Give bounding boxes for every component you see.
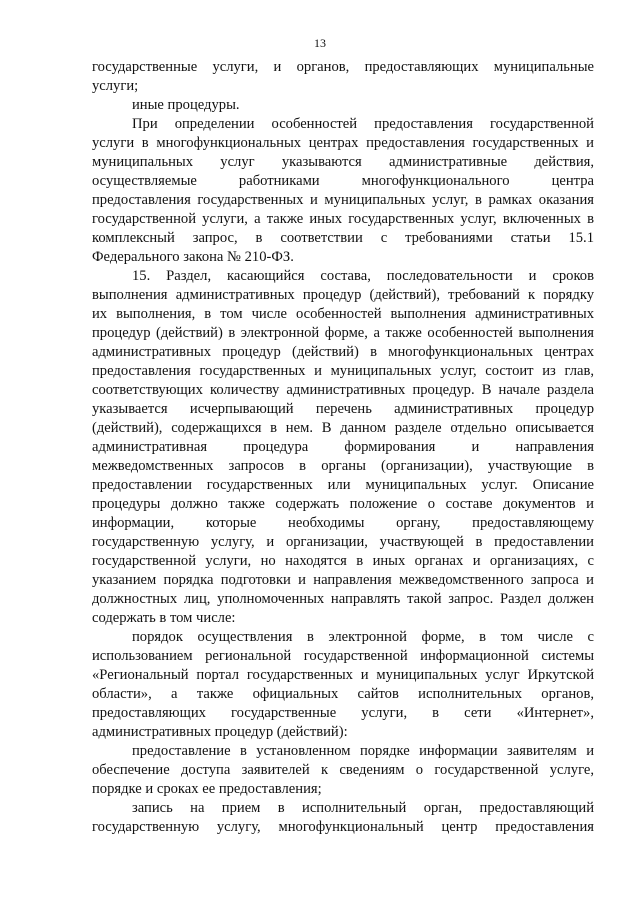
text-line: иные процедуры. [132,97,240,113]
text-line: 15. Раздел, касающийся состава, последовательности и сроков [132,268,594,284]
text-line: обеспечение доступа заявителей к сведениям о государственной услуге, [92,762,594,778]
text-line: (действий), содержащихся в нем. В данном разделе отдельно описывается [92,420,594,436]
text-line: указанием порядка подготовки и направления межведомственного запроса и [92,572,594,588]
text-line: области», а также официальных сайтов исполнительных органов, [92,686,594,702]
text-line: предоставляющих государственные услуги, в сети «Интернет», [92,705,594,721]
text-line: услуги; [92,78,139,94]
text-line: информации, которые необходимы органу, предоставляющему [92,515,594,531]
text-line: муниципальных услуг указываются административные действия, [92,154,594,170]
text-line: «Региональный портал государственных и муниципальных услуг Иркутской [92,667,594,683]
text-line: государственной услуги, но находятся в иных органах и организациях, с [92,553,594,569]
text-line: порядок осуществления в электронной форме, в том числе с [132,629,594,645]
text-line: процедур (действий) в электронной форме, а также особенностей выполнения [92,325,594,341]
text-line: указывается исчерпывающий перечень административных процедур [92,401,594,417]
text-line: государственные услуги, и органов, предоставляющих муниципальные [92,59,594,75]
text-line: предоставление в установленном порядке информации заявителям и [132,743,594,759]
text-line: государственной услуги, а также иных государственных услуг, включенных в [92,211,594,227]
text-line: запись на прием в исполнительный орган, предоставляющий [132,800,594,816]
text-line: процедуры должно также содержать положение о составе документов и [92,496,594,512]
text-line: Федерального закона № 210-ФЗ. [92,249,294,265]
text-line: должностных лиц, уполномоченных направлять такой запрос. Раздел должен [92,591,594,607]
text-line: соответствующих количеству административных процедур. В начале раздела [92,382,594,398]
text-line: выполнения административных процедур (действий), требований к порядку [92,287,594,303]
text-line: предоставлении государственных или муниципальных услуг. Описание [92,477,594,493]
text-line: государственную услугу, многофункциональный центр предоставления [92,819,594,835]
text-line: административных процедур (действий) в многофункциональных центрах [92,344,594,360]
text-line: порядке и сроках ее предоставления; [92,781,322,797]
text-line: государственную услугу, и организации, участвующей в предоставлении [92,534,594,550]
text-line: При определении особенностей предоставления государственной [132,116,594,132]
text-line: административных процедур (действий): [92,724,348,740]
text-line: административная процедура формирования и направления [92,439,594,455]
text-line: предоставления государственных и муниципальных услуг, состоит из глав, [92,363,594,379]
text-line: услуги в многофункциональных центрах предоставления государственных и [92,135,594,151]
body-text [92,58,594,837]
text-line: использованием региональной государственной информационной системы [92,648,594,664]
text-line: содержать в том числе: [92,610,236,626]
text-line: их выполнения, в том числе особенностей выполнения административных [92,306,594,322]
text-line: осуществляемые работниками многофункционального центра [92,173,594,189]
text-line: предоставления государственных и муниципальных услуг, в рамках оказания [92,192,594,208]
page-number: 13 [314,36,326,50]
text-line: межведомственных запросов в органы (организации), участвующие в [92,458,594,474]
text-line: комплексный запрос, в соответствии с требованиями статьи 15.1 [92,230,594,246]
